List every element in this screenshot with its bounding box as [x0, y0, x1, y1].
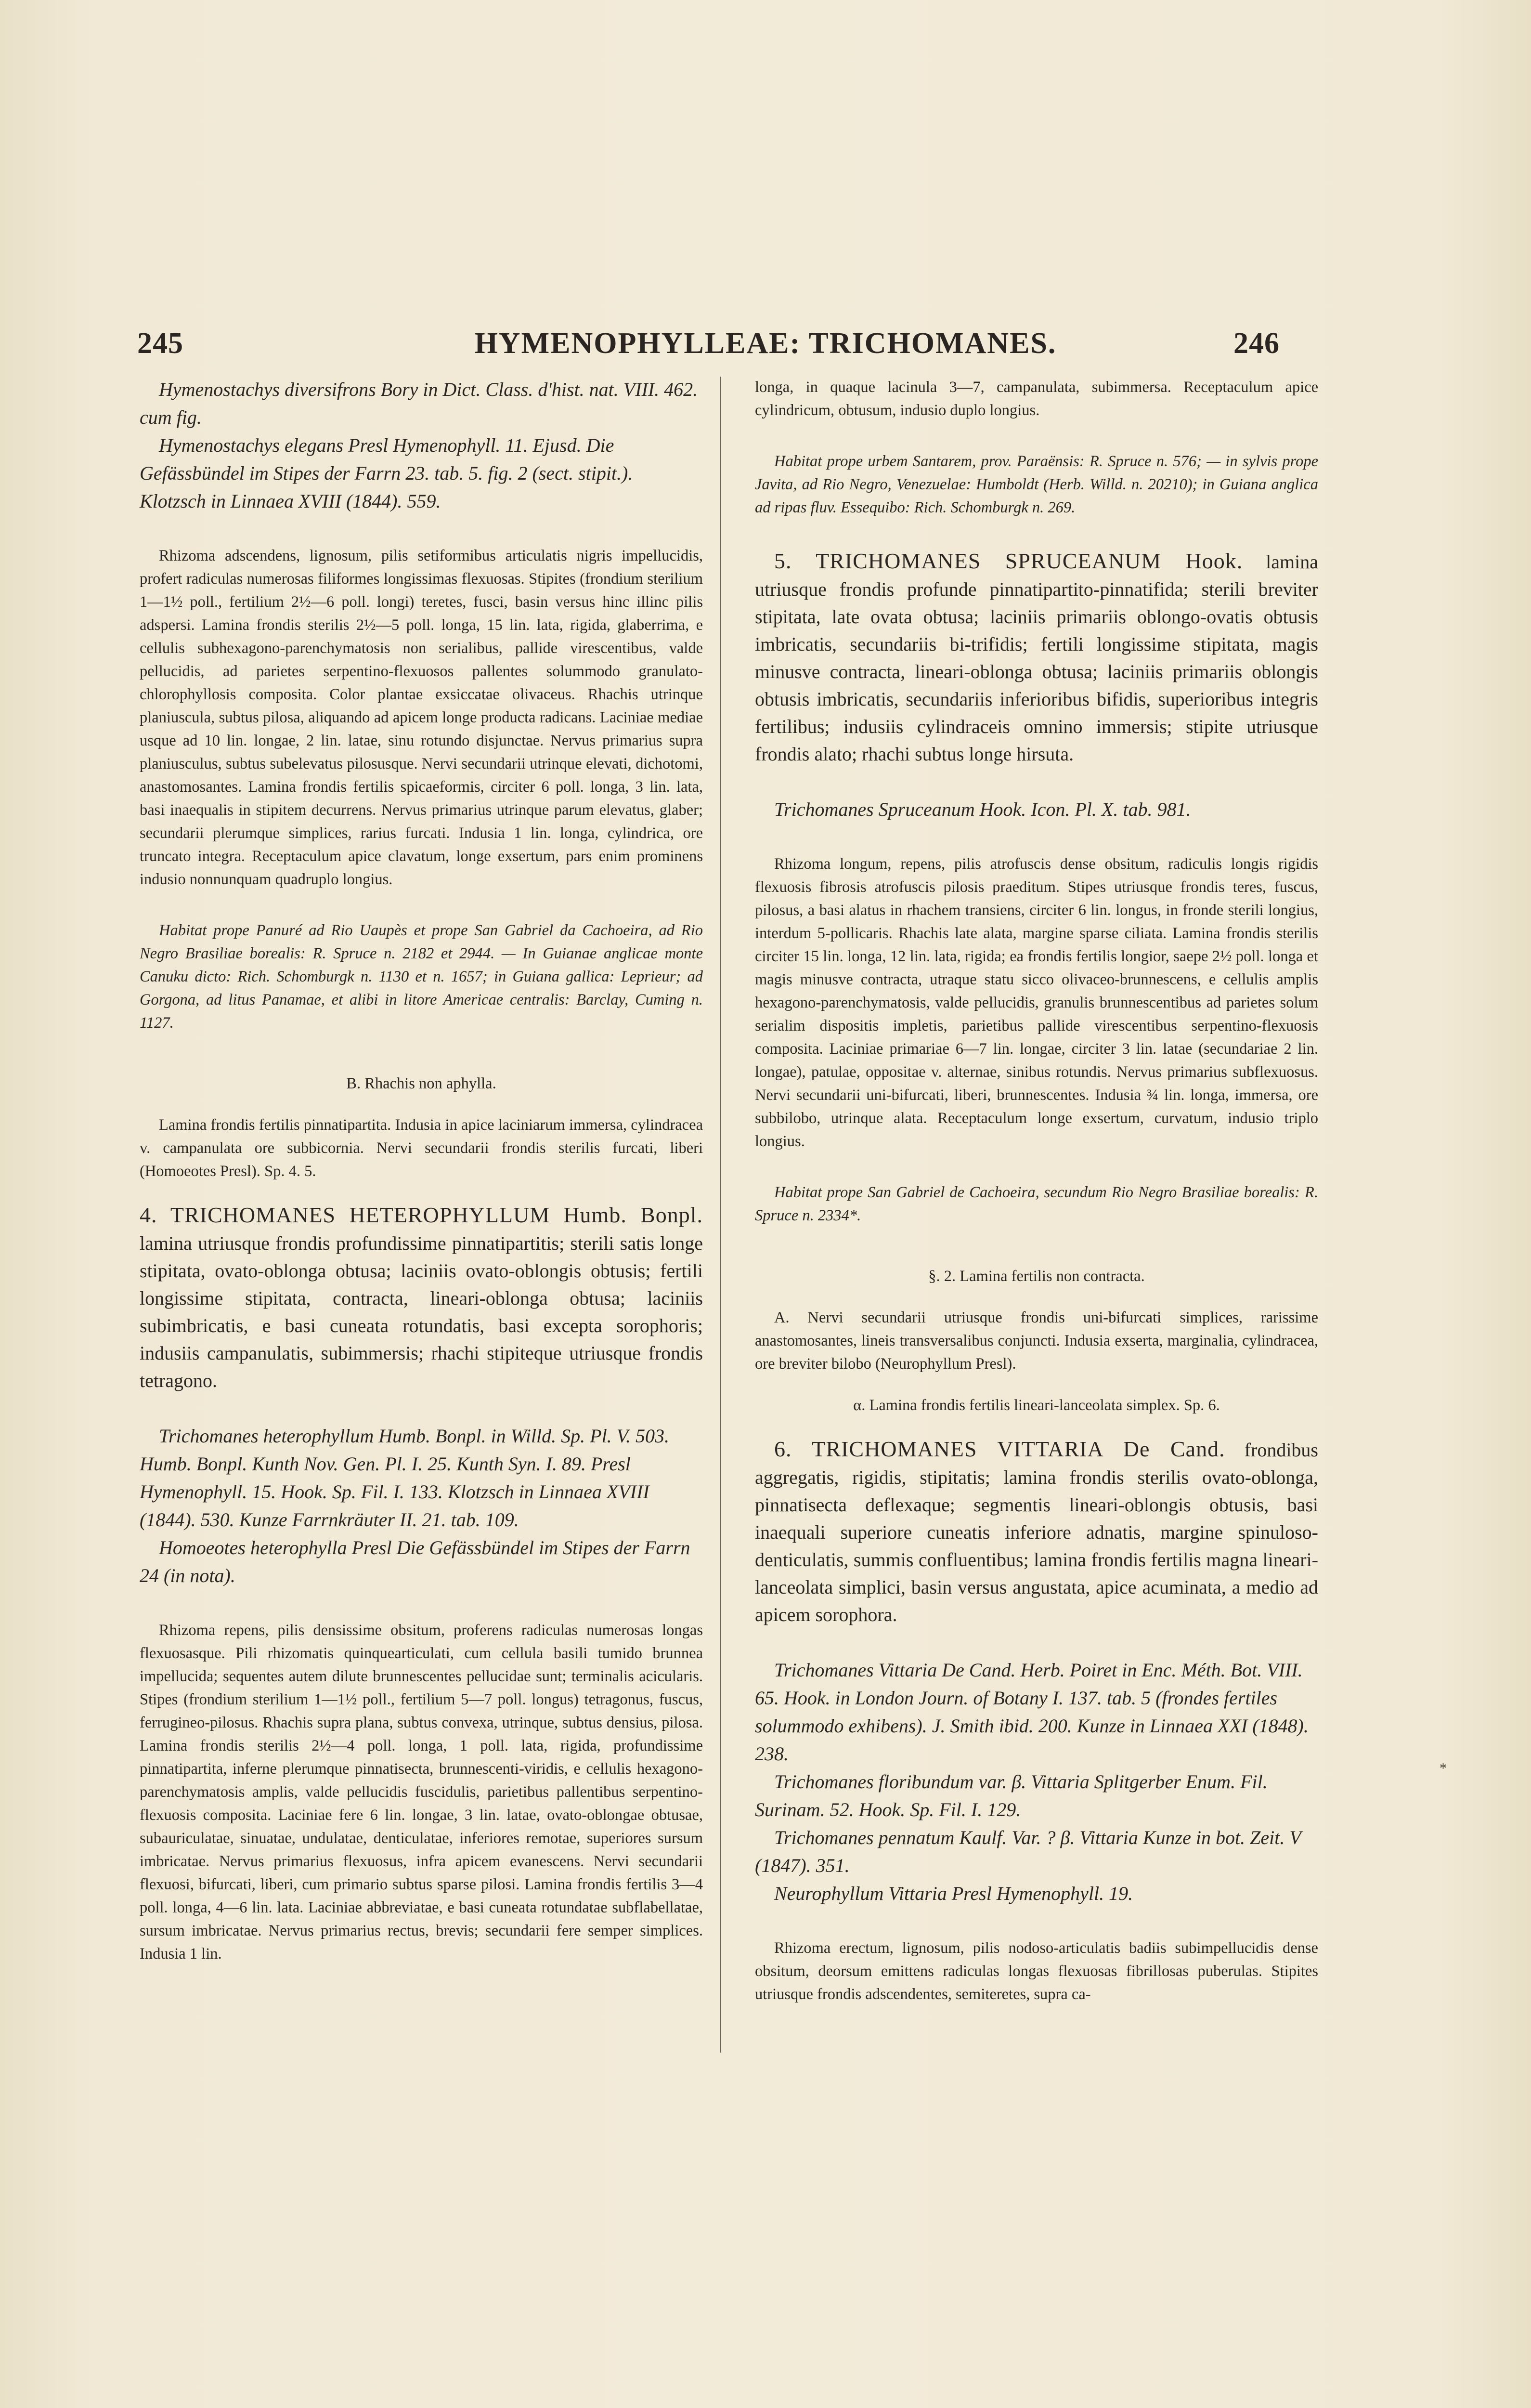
section-heading: B. Rhachis non aphylla.: [346, 1075, 496, 1092]
species-references: [755, 1656, 1318, 1908]
species-references: [140, 1422, 703, 1590]
right-page-number: 246: [1233, 327, 1280, 360]
reference: Homoeotes heterophylla Presl Die Gefässbündel im Stipes der Farrn 24 (in nota).: [140, 1537, 690, 1586]
diagnosis-text: lamina utriusque frondis profunde pinnatipartito-pinnatifida; sterili breviter stipitata, late ovata obtusa; laciniis primariis oblongo-ovatis obtusis imbricatis, secundariis bi-trifidis; fertili longissime stipitata, magis minusve contracta, lineari-oblonga obtusa; laciniis primariis oblongis obtusis imbricatis, secundariis inferioribus bifidis, superioribus integris fertilibus; indusiis cylindraceis omnino immersis; stipite utriusque frondis alato; rhachi subtus longe hirsuta.: [755, 551, 1318, 765]
reference: Trichomanes floribundum var. β. Vittaria Splitgerber Enum. Fil. Surinam. 52. Hook. Sp. Fil. I. 129.: [755, 1771, 1268, 1820]
reference: Neurophyllum Vittaria Presl Hymenophyll. 19.: [774, 1883, 1133, 1904]
species-heading: 6. TRICHOMANES VITTARIA De Cand.: [774, 1437, 1225, 1461]
description-paragraph: Rhizoma adscendens, lignosum, pilis setiformibus articulatis nigris impellucidis, profert radiculas numerosas filiformes longissimas flexuosas. Stipites (frondium sterilium 1—1½ poll., fertilium 2½—6 poll. longi) teretes, fusci, basin versus hinc illinc pilis adspersi. Lamina frondis sterilis 2½—5 poll. longa, 15 lin. lata, rigida, glaberrima, e cellulis subhexagono-parenchymatosis non serialibus, pallide virescentibus, valde pellucidis, ad parietes serpentino-flexuosos pallentes solummodo granulato-chlorophyllosis composita. Color plantae exsiccatae olivaceus. Rhachis utrinque planiuscula, subtus pilosa, aliquando ad apicem longe producta radicans. Laciniae mediae usque ad 10 lin. longae, 2 lin. latae, sinu rotundo disjunctae. Nervus primarius supra planiusculus, subtus subelevatus pilosusque. Nervi secundarii utrinque elevati, dichotomi, anastomosantes. Lamina frondis fertilis spicaeformis, circiter 6 poll. longa, 3 lin. lata, basi inaequalis in stipitem decurrens. Nervus primarius utrinque parum elevatus, glaber; secundarii plerumque simplices, rarius furcati. Indusia 1 lin. longa, cylindrica, ore truncato integra. Receptaculum apice clavatum, longe exsertum, pars enim prominens indusio nonnunquam quadruplo longius.: [140, 547, 703, 888]
synonym-references-top: [140, 376, 703, 515]
description-paragraph: Rhizoma erectum, lignosum, pilis nodoso-articulatis badiis subimpellucidis dense obsitum, deorsum emittens radiculas longas flexuosas fibrillosas puberulas. Stipites utriusque frondis adscendentes, semiteretes, supra ca-: [755, 1939, 1318, 2003]
species-diagnosis: [755, 547, 1318, 768]
reference: Trichomanes Spruceanum Hook. Icon. Pl. X. tab. 981.: [774, 798, 1191, 820]
section-description: A. Nervi secundarii utriusque frondis uni-bifurcati simplices, rarissime anastomosantes, lineis transversalibus conjuncti. Indusia exserta, marginalia, cylindracea, ore breviter bilobo (Neurophyllum Presl).: [755, 1309, 1318, 1373]
habitat-paragraph: Habitat prope Panuré ad Rio Uaupès et prope San Gabriel da Cachoeira, ad Rio Negro Brasiliae borealis: R. Spruce n. 2182 et 2944. — In Guianae anglicae monte Canuku dicto: Rich. Schomburgk n. 1130 et n. 1657; in Guiana gallica: Leprieur; ad Gorgona, ad litus Panamae, et alibi in litore Americae centralis: Barclay, Cuming n. 1127.: [140, 922, 703, 1032]
habitat-paragraph: Habitat prope urbem Santarem, prov. Paraënsis: R. Spruce n. 576; — in sylvis prope Javita, ad Rio Negro, Venezuelae: Humboldt (Herb. Willd. n. 20210); in Guiana anglica ad ripas fluv. Essequibo: Rich. Schomburgk n. 269.: [755, 453, 1318, 516]
description-paragraph: Rhizoma longum, repens, pilis atrofuscis dense obsitum, radiculis longis rigidis flexuosis fibrosis atrofuscis pilosis praeditum. Stipes utriusque frondis teres, fuscus, pilosus, a basi alatus in rhachem transiens, circiter 6 lin. longus, in fronde sterili longius, interdum 5-pollicaris. Rhachis late alata, margine sparse ciliata. Lamina frondis sterilis circiter 15 lin. longa, 12 lin. lata, rigida; ea frondis fertilis longior, saepe 2½ poll. longa et magis minusve contracta, utraque statu sicco olivaceo-brunnescens, e cellulis amplis hexagono-parenchymatosis, valde pellucidis, granulis brunnescentibus ad parietes solum serialim dispositis impletis, parietibus pallide virescentibus serpentino-flexuosis composita. Laciniae primariae 6—7 lin. longae, circiter 3 lin. latae (secundariae 2 lin. longae), patulae, oppositae v. alternae, sinibus rotundis. Nervus primarius subflexuosus. Nervi secundarii uni-bifurcati, liberi, brunnescentes. Indusia ¾ lin. longa, immersa, ore subbilobo, utrinque alata. Receptaculum longe exsertum, curvatum, indusio triplo longius.: [755, 855, 1318, 1150]
reference: Hymenostachys diversifrons Bory in Dict. Class. d'hist. nat. VIII. 462. cum fig.: [140, 379, 698, 428]
species-heading: 4. TRICHOMANES HETEROPHYLLUM Humb. Bonpl.: [140, 1203, 703, 1227]
diagnosis-text: frondibus aggregatis, rigidis, stipitatis; lamina frondis sterilis ovato-oblonga, pinnatisecta deflexaque; segmentis lineari-oblongis obtusis, basi inaequali superiore cuneatis inferiore adnatis, margine spinuloso-denticulatis, summis confluentibus; lamina frondis fertilis magna lineari-lanceolata simplici, basin versus angustata, apice acuminata, a medio ad apicem sorophora.: [755, 1439, 1318, 1625]
species-references: [755, 796, 1318, 824]
reference: Trichomanes Vittaria De Cand. Herb. Poiret in Enc. Méth. Bot. VIII. 65. Hook. in London Journ. of Botany I. 137. tab. 5 (frondes fertiles solummodo exhibens). J. Smith ibid. 200. Kunze in Linnaea XXI (1848). 238.: [755, 1659, 1309, 1765]
section-heading: §. 2. Lamina fertilis non contracta.: [928, 1268, 1145, 1285]
left-page-number: 245: [137, 327, 183, 360]
reference: Hymenostachys elegans Presl Hymenophyll. 11. Ejusd. Die Gefässbündel im Stipes der Farrn 23. tab. 5. fig. 2 (sect. stipit.). Klotzsch in Linnaea XVIII (1844). 559.: [140, 434, 633, 512]
description-paragraph: Rhizoma repens, pilis densissime obsitum, proferens radiculas numerosas longas flexuosasque. Pili rhizomatis quinquearticulati, cum cellula basili tumido brunnea impellucida; sequentes autem dilute brunnescentes pellucidae sunt; terminalis acicularis. Stipes (frondium sterilium 1—1½ poll., fertilium 5—7 poll. longus) tetragonus, fuscus, ferrugineo-pilosus. Rhachis supra plana, subtus convexa, utrinque, subtus densius, pilosa. Lamina frondis sterilis 2½—4 poll. longa, 1 poll. lata, rigida, profundissime pinnatipartita, inferne plerumque pinnatisecta, brunnescenti-viridis, e cellulis hexagono-parenchymatosis amplis, valde pellucidis fuscidulis, parietibus pallentibus serpentino-flexuosis composita. Laciniae fere 6 lin. longae, 3 lin. latae, ovato-oblongae obtusae, subauriculatae, sinuatae, undulatae, denticulatae, inferiores remotae, superiores sursum imbricatae. Nervus primarius flexuosus, infra apicem evanescens. Nervi secundarii flexuosi, bifurcati, liberi, cum primario subtus sparse pilosi. Lamina frondis fertilis 3—4 poll. longa, 4—6 lin. lata. Laciniae abbreviatae, e basi cuneata rotundatae subflabellatae, sursum imbricatae. Nervus primarius rectus, brevis; secundarii fere semper simplices. Indusia 1 lin.: [140, 1622, 703, 1963]
species-diagnosis: [140, 1201, 703, 1394]
species-diagnosis: [755, 1435, 1318, 1628]
description-continuation: longa, in quaque lacinula 3—7, campanulata, subimmersa. Receptaculum apice cylindricum, obtusum, indusio duplo longius.: [755, 379, 1318, 419]
subsection-heading: α. Lamina frondis fertilis lineari-lanceolata simplex. Sp. 6.: [853, 1397, 1220, 1414]
column-divider: [720, 377, 721, 2053]
species-heading: 5. TRICHOMANES SPRUCEANUM Hook.: [774, 549, 1243, 573]
left-column: [140, 376, 703, 1965]
margin-mark: *: [1440, 1760, 1447, 1776]
right-column: [755, 376, 1318, 2006]
reference: Trichomanes pennatum Kaulf. Var. ? β. Vittaria Kunze in bot. Zeit. V (1847). 351.: [755, 1827, 1301, 1876]
habitat-paragraph: Habitat prope San Gabriel de Cachoeira, secundum Rio Negro Brasiliae borealis: R. Spruce n. 2334*.: [755, 1184, 1318, 1224]
section-description: Lamina frondis fertilis pinnatipartita. Indusia in apice laciniarum immersa, cylindracea v. campanulata ore subbicornia. Nervi secundarii frondis sterilis furcati, liberi (Homoeotes Presl). Sp. 4. 5.: [140, 1116, 703, 1180]
diagnosis-text: lamina utriusque frondis profundissime pinnatipartitis; sterili satis longe stipitata, ovato-oblonga obtusa; laciniis ovato-oblongis obtusis; fertili longissime stipitata, contracta, lineari-oblonga obtusa; laciniis subimbricatis, e basi cuneata rotundatis, basi excepta sorophoris; indusiis campanulatis, subimmersis; rhachi stipiteque utriusque frondis tetragono.: [140, 1232, 703, 1391]
running-title: HYMENOPHYLLEAE: TRICHOMANES.: [474, 327, 1057, 360]
reference: Trichomanes heterophyllum Humb. Bonpl. in Willd. Sp. Pl. V. 503. Humb. Bonpl. Kunth Nov. Gen. Pl. I. 25. Kunth Syn. I. 89. Presl Hymenophyll. 15. Hook. Sp. Fil. I. 133. Klotzsch in Linnaea XVIII (1844). 530. Kunze Farrnkräuter II. 21. tab. 109.: [140, 1425, 669, 1531]
